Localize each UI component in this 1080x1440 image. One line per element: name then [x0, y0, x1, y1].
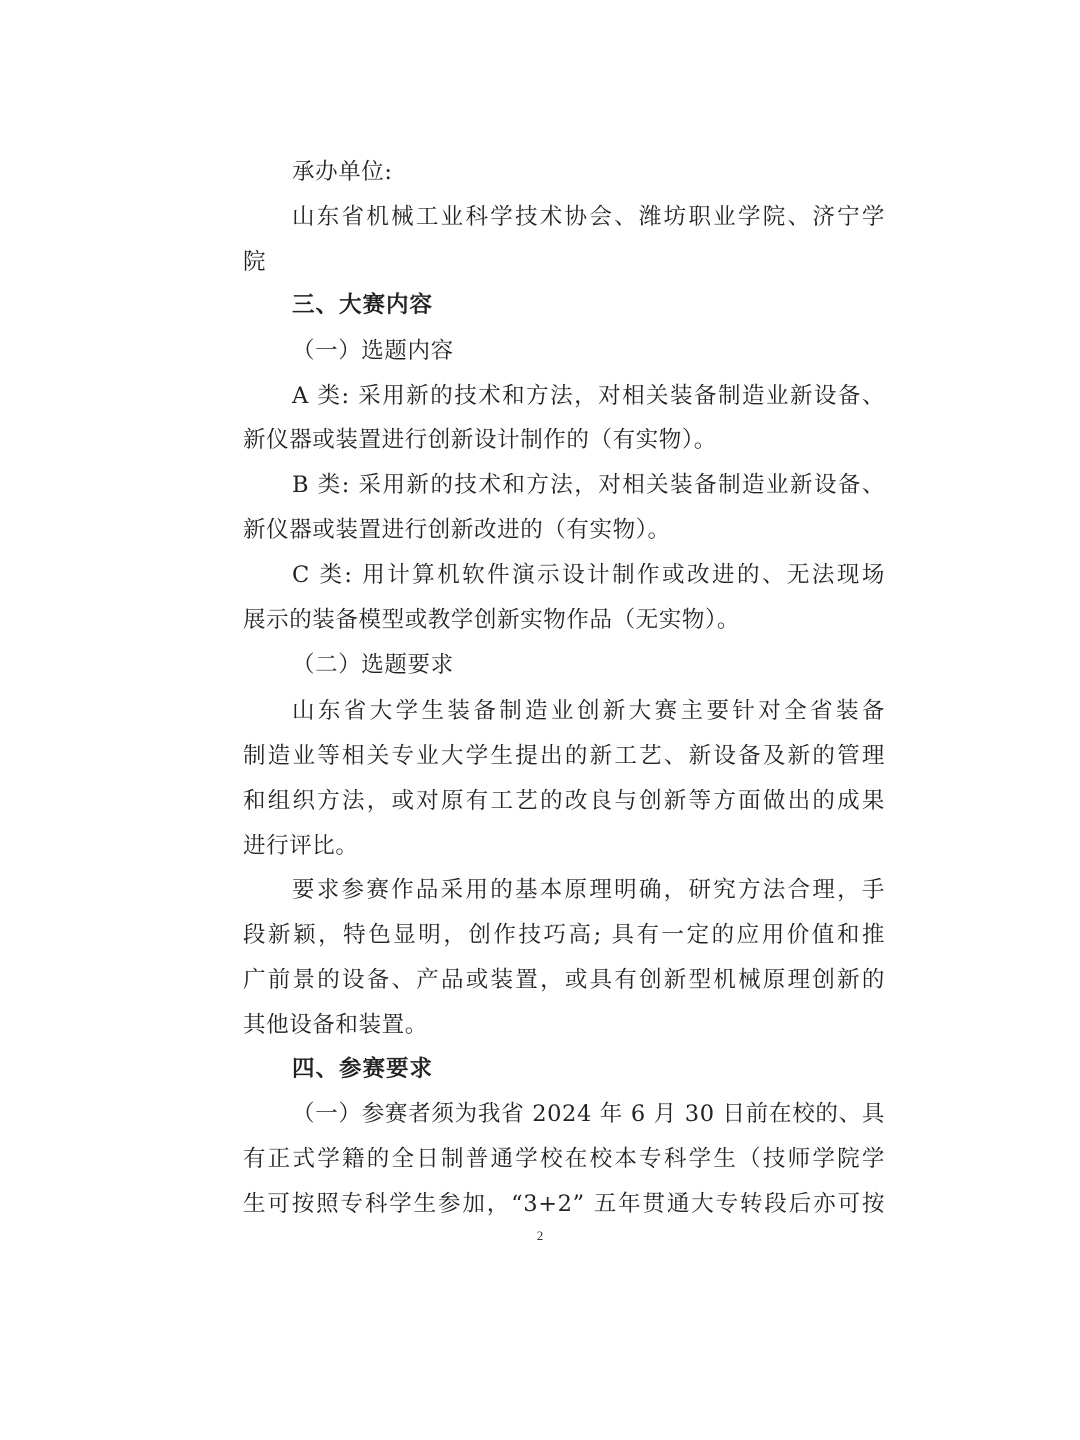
category-c-text: C 类: 用计算机软件演示设计制作或改进的、无法现场: [292, 562, 885, 588]
works-requirements-paragraph: 要求参赛作品采用的基本原理明确，研究方法合理，手: [292, 877, 885, 903]
category-b-text: B 类: 采用新的技术和方法，对相关装备制造业新设备、: [292, 472, 885, 498]
works-requirements-paragraph: 广前景的设备、产品或装置，或具有创新型机械原理创新的: [243, 967, 885, 993]
works-requirements-paragraph: 段新颖，特色显明，创作技巧高; 具有一定的应用价值和推: [243, 922, 885, 948]
organizer-list-line: 山东省机械工业科学技术协会、潍坊职业学院、济宁学: [292, 204, 885, 230]
requirements-paragraph: 和组织方法，或对原有工艺的改良与创新等方面做出的成果: [243, 788, 885, 814]
requirements-paragraph: 进行评比。: [243, 833, 359, 859]
category-a-text: 新仪器或装置进行创新设计制作的（有实物）。: [243, 427, 717, 453]
organizer-list-line: 院: [243, 249, 267, 275]
works-requirements-paragraph: 其他设备和装置。: [243, 1012, 428, 1038]
requirements-paragraph: 山东省大学生装备制造业创新大赛主要针对全省装备: [292, 698, 885, 724]
page-number: 2: [536, 1228, 544, 1243]
subsection-title-topic-requirements: （二）选题要求: [292, 652, 454, 678]
subsection-title-topic-content: （一）选题内容: [292, 338, 454, 364]
organizer-label: 承办单位:: [292, 159, 393, 185]
category-c-text: 展示的装备模型或教学创新实物作品（无实物）。: [243, 607, 740, 633]
category-a-text: A 类: 采用新的技术和方法，对相关装备制造业新设备、: [292, 383, 885, 409]
section-heading-contest-content: 三、大赛内容: [292, 292, 434, 318]
eligibility-paragraph: 有正式学籍的全日制普通学校在校本专科学生（技师学院学: [243, 1146, 885, 1172]
eligibility-paragraph: 生可按照专科学生参加，“3+2” 五年贯通大专转段后亦可按: [243, 1191, 885, 1217]
category-b-text: 新仪器或装置进行创新改进的（有实物）。: [243, 517, 671, 543]
section-heading-participation-requirements: 四、参赛要求: [292, 1056, 434, 1082]
requirements-paragraph: 制造业等相关专业大学生提出的新工艺、新设备及新的管理: [243, 743, 885, 769]
eligibility-paragraph: （一）参赛者须为我省 2024 年 6 月 30 日前在校的、具: [292, 1101, 885, 1127]
